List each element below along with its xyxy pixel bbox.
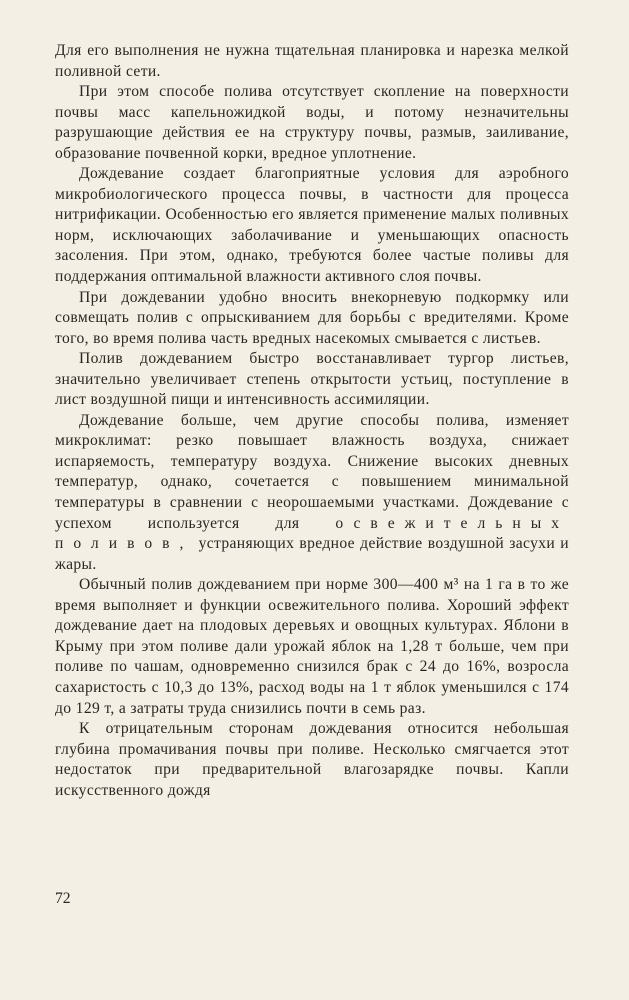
paragraph-8: К отрицательным сторонам дождевания относится небольшая глубина промачивания почвы при поливе. Несколько смягчается этот недостаток при предварительной влагозарядке почвы. Капли искусственного дождя <box>55 720 569 799</box>
paragraph-5: Полив дождеванием быстро восстанавливает тургор листьев, значительно увеличивает степень открытости устьиц, поступление в лист воздушной пищи и интенсивность ассимиляции. <box>55 350 569 409</box>
spaced-emphasis: освежительных поливов, <box>55 514 569 553</box>
paragraph-3: Дождевание создает благоприятные условия для аэробного микробиологического процесса почвы, в частности для процесса нитрификации. Особенностью его является применение малых поливных норм, исключающих заболачивание и уменьшающих опасность засоления. При этом, однако, требуются более частые поливы для поддержания оптимальной влажности активного слоя почвы. <box>55 165 569 286</box>
page-number: 72 <box>55 890 71 907</box>
paragraph-6-end: устраняющих вредное действие воздушной засухи и жары. <box>55 535 569 573</box>
paragraph-6 <box>55 411 569 575</box>
paragraph-2: При этом способе полива отсутствует скопление на поверхности почвы масс капельножидкой воды, и потому незначительны разрушающие действия ее на структуру почвы, размыв, заиливание, образование почвенной корки, вредное уплотнение. <box>55 83 569 162</box>
paragraph-6-start: Дождевание больше, чем другие способы полива, изменяет микроклимат: резко повышает влажность воздуха, снижает испаряемость, температуру воздуха. Снижение высоких дневных температур, однако, сочетается с повышением минимальной температуры в сравнении с неорошаемыми участками. Дождевание с успехом используется для <box>55 411 569 532</box>
paragraph-7: Обычный полив дождеванием при норме 300—400 м³ на 1 га в то же время выполняет и функции освежительного полива. Хороший эффект дождевание дает на плодовых деревьях и овощных культурах. Яблони в Крыму при этом поливе дали урожай яблок на 1,28 т больше, чем при поливе по чашам, одновременно снизился брак с 24 до 16%, возросла сахаристость с 10,3 до 13%, расход воды на 1 т яблок уменьшился с 174 до 129 т, а затраты труда снизились почти в семь раз. <box>55 576 569 717</box>
body-text <box>55 41 569 801</box>
paragraph-4: При дождевании удобно вносить внекорневую подкормку или совмещать полив с опрыскиванием для борьбы с вредителями. Кроме того, во время полива часть вредных насекомых смывается с листьев. <box>55 288 569 347</box>
paragraph-1: Для его выполнения не нужна тщательная планировка и нарезка мелкой поливной сети. <box>55 42 569 80</box>
